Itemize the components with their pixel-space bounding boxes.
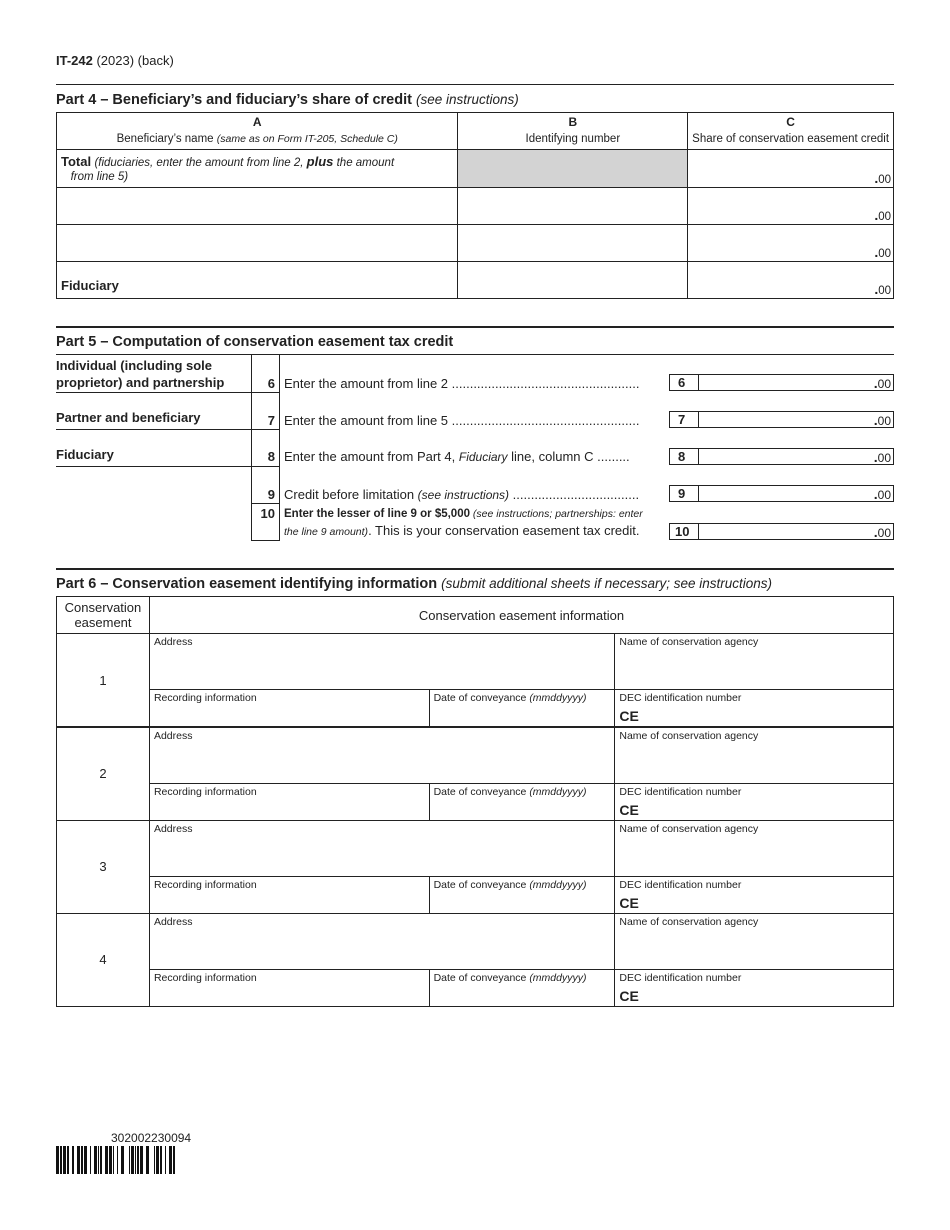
note-part: the amount <box>336 157 395 169</box>
leader-dots: .................................................... <box>448 413 640 428</box>
cents-text: 00 <box>878 174 891 186</box>
easement-2-row-b <box>57 783 894 820</box>
beneficiary-id-input[interactable] <box>458 225 688 262</box>
dec-id-input[interactable] <box>615 690 894 728</box>
line7-text <box>284 413 639 428</box>
line8-box-number <box>669 448 699 465</box>
category-individual <box>56 357 224 391</box>
dot: . <box>873 524 878 540</box>
line10-text-1 <box>284 506 643 520</box>
box-number: 8 <box>678 449 686 464</box>
box-number: 7 <box>678 412 686 427</box>
line-text-bold: Enter the lesser of line 9 or $5,000 <box>284 508 470 520</box>
field-label: Date of conveyance <box>433 878 530 891</box>
cents <box>874 281 891 297</box>
agency-input[interactable] <box>615 634 894 690</box>
address-input[interactable] <box>149 820 614 876</box>
easement-4-row-b <box>57 969 894 1006</box>
easement-1-row-b <box>57 690 894 728</box>
field-format: (mmddyyyy) <box>529 971 587 984</box>
cents: 00 <box>877 414 891 428</box>
dot: . <box>873 375 878 391</box>
divider <box>56 392 279 393</box>
form-year-side: (2023) (back) <box>92 53 174 68</box>
part6-header-row <box>57 597 894 634</box>
field-label: DEC identification number <box>619 971 742 984</box>
dot: . <box>874 281 879 297</box>
easement-3-row-a <box>57 820 894 876</box>
col-info-header: Conservation easement information <box>149 597 893 634</box>
barcode-number: 302002230094 <box>111 1131 192 1145</box>
total-text: Total <box>61 154 92 169</box>
col-letter: C <box>786 115 795 129</box>
line-number: 9 <box>267 487 275 502</box>
easement-2-row-a <box>57 727 894 783</box>
beneficiary-row <box>57 188 894 225</box>
line7-amount-input[interactable] <box>698 411 894 428</box>
line9-text <box>284 487 639 502</box>
col-label: Identifying number <box>525 133 621 145</box>
cents-text: 00 <box>878 211 891 223</box>
dot: . <box>873 412 878 428</box>
divider <box>279 354 280 541</box>
divider <box>56 84 894 85</box>
part6-title <box>56 576 772 592</box>
agency-input[interactable] <box>615 727 894 783</box>
field-label: Address <box>153 636 193 648</box>
beneficiary-share-input[interactable] <box>688 188 894 225</box>
note-bold: plus <box>306 154 334 169</box>
part4-note: (see instructions) <box>415 92 519 107</box>
form-header <box>56 53 174 68</box>
line-text: Enter the amount from line 5 <box>284 413 449 428</box>
easement-number: 1 <box>57 634 150 728</box>
barcode-icon <box>56 1146 175 1174</box>
fiduciary-label: Fiduciary <box>57 262 458 299</box>
field-format: (mmddyyyy) <box>529 692 587 704</box>
recording-input[interactable] <box>149 969 429 1006</box>
line6-box-number <box>669 374 699 391</box>
line10-box-number <box>669 523 699 540</box>
category-line: Individual (including sole <box>56 358 213 373</box>
recording-input[interactable] <box>149 876 429 913</box>
date-input[interactable] <box>429 969 615 1006</box>
field-label: Recording information <box>153 971 257 984</box>
field-label: Address <box>153 915 193 928</box>
field-label: DEC identification number <box>619 785 742 798</box>
divider <box>56 326 894 328</box>
beneficiary-name-input[interactable] <box>57 188 458 225</box>
part5-title: Part 5 – Computation of conservation easement tax credit <box>56 334 454 350</box>
col-easement-header: Conservation easement <box>57 597 150 634</box>
fiduciary-share-input[interactable] <box>688 262 894 299</box>
cents: 00 <box>877 526 891 540</box>
line6-amount-input[interactable] <box>698 374 894 391</box>
field-label: Date of conveyance <box>433 971 530 984</box>
beneficiary-name-input[interactable] <box>57 225 458 262</box>
dec-id-input[interactable] <box>615 969 894 1006</box>
part4-header-row <box>57 113 894 150</box>
line8-text <box>284 449 630 464</box>
cents: 00 <box>877 451 891 465</box>
line10-amount-input[interactable] <box>698 523 894 540</box>
cents <box>874 207 891 223</box>
line-text-italic: Fiduciary <box>458 450 508 464</box>
beneficiary-share-input[interactable] <box>688 225 894 262</box>
fiduciary-row <box>57 262 894 299</box>
part4-table <box>56 112 894 299</box>
line-text: Credit before limitation <box>284 487 418 502</box>
part4-total-row <box>57 150 894 188</box>
dot: . <box>874 207 879 223</box>
agency-input[interactable] <box>615 913 894 969</box>
cents-text: 00 <box>878 285 891 297</box>
dot: . <box>873 486 878 502</box>
cents-text: 00 <box>878 248 891 260</box>
field-label: DEC identification number <box>619 878 742 891</box>
part6-note: (submit additional sheets if necessary; see instructions) <box>441 576 773 591</box>
cents: 00 <box>877 488 891 502</box>
field-label: Recording information <box>153 878 257 891</box>
easement-number: 2 <box>57 727 150 820</box>
dot: . <box>874 170 879 186</box>
field-label: Recording information <box>153 692 257 704</box>
ce-prefix: CE <box>619 894 639 911</box>
note-part: (fiduciaries, enter the amount from line 2, <box>94 157 304 169</box>
beneficiary-id-input[interactable] <box>458 188 688 225</box>
line-number: 8 <box>267 449 275 464</box>
part6-title-text: Part 6 – Conservation easement identifying information <box>56 576 438 592</box>
category-partner: Partner and beneficiary <box>56 410 201 425</box>
col-letter: A <box>252 115 262 129</box>
total-id-shaded <box>458 150 688 188</box>
line9-amount-input[interactable] <box>698 485 894 502</box>
line9-box-number <box>669 485 699 502</box>
line-text: . This is your conservation easement tax credit. <box>368 523 640 538</box>
cents: 00 <box>877 377 891 391</box>
easement-1-row-a <box>57 634 894 690</box>
col-note: (same as on Form IT-205, Schedule C) <box>216 133 398 145</box>
category-fiduciary: Fiduciary <box>56 447 114 462</box>
cents <box>874 170 891 186</box>
ce-prefix: CE <box>619 708 639 724</box>
col-label-text: Beneficiary’s name <box>116 133 214 145</box>
field-label: Name of conservation agency <box>619 822 759 835</box>
line-number: 6 <box>267 376 275 391</box>
ce-prefix: CE <box>619 987 639 1004</box>
box-number: 10 <box>675 524 690 539</box>
line7-box-number <box>669 411 699 428</box>
box-number: 9 <box>678 486 686 501</box>
leader-dots: ......... <box>593 449 630 464</box>
divider <box>56 466 279 467</box>
field-label: Name of conservation agency <box>619 636 759 648</box>
field-label: Date of conveyance <box>433 692 530 704</box>
part6-table <box>56 596 894 1007</box>
line-number: 10 <box>260 506 275 521</box>
date-input[interactable] <box>429 783 615 820</box>
address-input[interactable] <box>149 913 614 969</box>
easement-number: 4 <box>57 913 150 1006</box>
leader-dots: .................................................... <box>448 376 640 391</box>
field-label: Date of conveyance <box>433 785 530 798</box>
part4-title-text: Part 4 – Beneficiary’s and fiduciary’s share of credit <box>56 92 412 108</box>
line-note: (see instructions) <box>417 488 510 502</box>
recording-input[interactable] <box>149 783 429 820</box>
date-input[interactable] <box>429 690 615 728</box>
fiduciary-id-input[interactable] <box>458 262 688 299</box>
line-number: 7 <box>267 413 275 428</box>
leader-dots: ................................... <box>509 487 640 502</box>
line-note: (see instructions; partnerships: enter <box>470 508 643 520</box>
line10-text-2 <box>284 523 640 538</box>
field-label: Name of conservation agency <box>619 915 759 928</box>
field-label: DEC identification number <box>619 692 742 704</box>
line-text: Enter the amount from Part 4, <box>284 449 459 464</box>
col-letter: B <box>568 115 578 129</box>
line-text: Enter the amount from line 2 <box>284 376 449 391</box>
part4-title <box>56 92 519 108</box>
col-b-header <box>458 113 688 150</box>
dot: . <box>873 449 878 465</box>
col-a-header <box>57 113 458 150</box>
col-c-header <box>688 113 894 150</box>
dec-id-input[interactable] <box>615 783 894 820</box>
line6-text <box>284 376 639 391</box>
address-input[interactable] <box>149 634 614 690</box>
field-format: (mmddyyyy) <box>529 878 587 891</box>
total-share-input[interactable] <box>688 150 894 188</box>
recording-input[interactable] <box>149 690 429 728</box>
cents <box>874 244 891 260</box>
total-label <box>57 150 458 188</box>
col-label <box>57 133 457 145</box>
divider <box>56 568 894 570</box>
easement-3-row-b <box>57 876 894 913</box>
field-label: Recording information <box>153 785 257 798</box>
note-part: from line 5) <box>70 171 129 183</box>
form-id: IT-242 <box>56 53 93 68</box>
line8-amount-input[interactable] <box>698 448 894 465</box>
easement-4-row-a <box>57 913 894 969</box>
ce-prefix: CE <box>619 801 639 818</box>
field-label: Address <box>153 822 193 835</box>
field-label: Address <box>153 730 193 742</box>
divider <box>56 429 279 430</box>
address-input[interactable] <box>149 727 614 783</box>
line-text: line, column C <box>507 449 594 464</box>
line-note: the line 9 amount) <box>284 526 369 538</box>
category-line: proprietor) and partnership <box>56 375 225 390</box>
field-format: (mmddyyyy) <box>529 785 587 798</box>
col-label: Share of conservation easement credit <box>692 133 890 145</box>
dot: . <box>874 244 879 260</box>
divider <box>251 540 279 541</box>
easement-number: 3 <box>57 820 150 913</box>
date-input[interactable] <box>429 876 615 913</box>
divider <box>251 503 279 504</box>
field-label: Name of conservation agency <box>619 730 759 742</box>
beneficiary-row <box>57 225 894 262</box>
divider <box>251 354 252 541</box>
box-number: 6 <box>678 375 686 390</box>
divider <box>56 354 894 355</box>
dec-id-input[interactable] <box>615 876 894 913</box>
agency-input[interactable] <box>615 820 894 876</box>
total-note <box>61 154 395 183</box>
